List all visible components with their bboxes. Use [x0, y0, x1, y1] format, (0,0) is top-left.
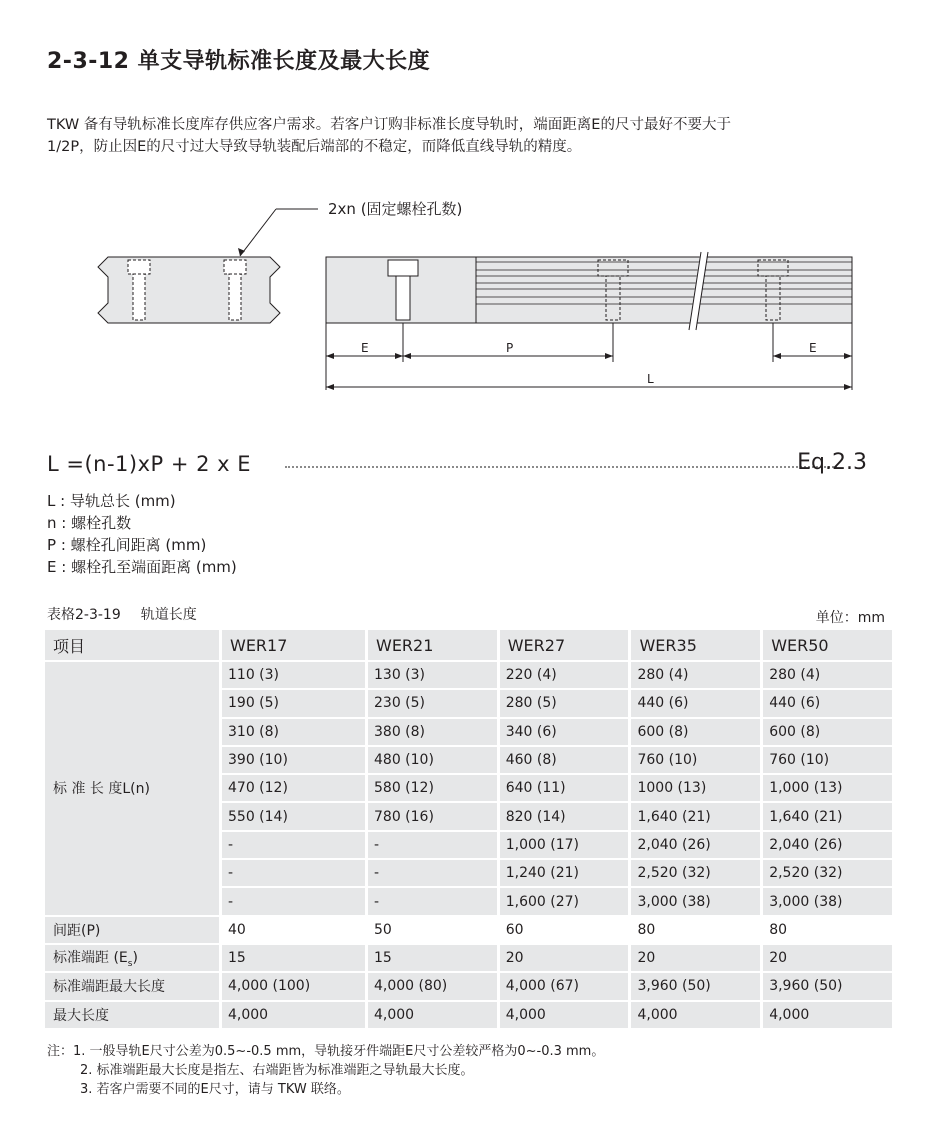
table-cell: 760 (10)	[631, 747, 763, 775]
table-name: 轨道长度	[140, 607, 197, 623]
table-cell: 310 (8)	[222, 719, 368, 747]
table-cell: 3,000 (38)	[763, 888, 895, 916]
legend-item-l: L : 导轨总长 (mm)	[47, 492, 176, 510]
callout-label: 2xn (固定螺栓孔数)	[328, 200, 463, 218]
table-cell: 550 (14)	[222, 803, 368, 831]
table-cell: 50	[368, 917, 500, 945]
table-cell: 20	[763, 945, 895, 973]
table-cell: 580 (12)	[368, 775, 500, 803]
note-3: 3. 若客户需要不同的E尺寸，请与 TKW 联络。	[80, 1082, 350, 1097]
rail-end-view	[98, 257, 280, 323]
rail-diagram	[0, 190, 930, 410]
callout-leader-diag	[240, 209, 276, 256]
table-cell: 280 (4)	[631, 662, 763, 690]
dim-e-right: E	[809, 341, 817, 355]
table-cell: 1,000 (13)	[763, 775, 895, 803]
table-cell: 2,520 (32)	[763, 860, 895, 888]
table-cell: 600 (8)	[763, 719, 895, 747]
equation-label: Eq.2.3	[797, 450, 867, 475]
legend-item-e: E : 螺栓孔至端面距离 (mm)	[47, 558, 237, 576]
table-cell: 190 (5)	[222, 690, 368, 718]
table-cell: -	[222, 832, 368, 860]
table-cell: 40	[222, 917, 368, 945]
header-wer21: WER21	[368, 630, 500, 662]
table-cell: 4,000 (80)	[368, 973, 500, 1001]
table-cell: 390 (10)	[222, 747, 368, 775]
unit-label: 单位：mm	[815, 610, 885, 626]
table-row-pitch	[45, 917, 895, 945]
table-cell: 280 (4)	[763, 662, 895, 690]
table-cell: 1,640 (21)	[631, 803, 763, 831]
table-cell: 4,000	[631, 1002, 763, 1030]
table-cell: 1000 (13)	[631, 775, 763, 803]
table-cell: 1,600 (27)	[500, 888, 632, 916]
table-number: 表格2-3-19	[47, 607, 121, 623]
formula-row	[47, 452, 867, 482]
table-cell: 15	[222, 945, 368, 973]
dim-e-left: E	[361, 341, 369, 355]
table-cell: 2,040 (26)	[763, 832, 895, 860]
table-cell: 820 (14)	[500, 803, 632, 831]
intro-line-1: TKW 备有导轨标准长度库存供应客户需求。若客户订购非标准长度导轨时，端面距离E的尺寸最好不要大于	[47, 117, 731, 133]
table-cell: -	[222, 860, 368, 888]
table-cell: 780 (16)	[368, 803, 500, 831]
table-cell: 1,640 (21)	[763, 803, 895, 831]
table-cell: 480 (10)	[368, 747, 500, 775]
table-cell: 4,000 (100)	[222, 973, 368, 1001]
table-cell: 15	[368, 945, 500, 973]
rail-side-view	[326, 252, 852, 330]
table-cell: 4,000	[368, 1002, 500, 1030]
table-cell: 80	[763, 917, 895, 945]
table-cell: 130 (3)	[368, 662, 500, 690]
header-wer17: WER17	[222, 630, 368, 662]
intro-line-2: 1/2P，防止因E的尺寸过大导致导轨装配后端部的不稳定，而降低直线导轨的精度。	[47, 139, 582, 155]
table-cell: 2,040 (26)	[631, 832, 763, 860]
table-cell: 4,000 (67)	[500, 973, 632, 1001]
table-notes	[47, 1042, 604, 1099]
max-len-label: 最大长度	[45, 1002, 222, 1030]
table-cell: 80	[631, 917, 763, 945]
table-cell: -	[368, 832, 500, 860]
variable-legend	[47, 490, 237, 578]
std-end-label-sub: s	[127, 959, 133, 970]
header-wer50: WER50	[763, 630, 895, 662]
header-wer27: WER27	[500, 630, 632, 662]
table-cell: 60	[500, 917, 632, 945]
pitch-label: 间距(P)	[45, 917, 222, 945]
table-cell: -	[368, 860, 500, 888]
table-cell: 110 (3)	[222, 662, 368, 690]
legend-item-n: n : 螺栓孔数	[47, 514, 132, 532]
std-end-label-text: 标准端距 (E	[53, 950, 128, 967]
table-cell: -	[368, 888, 500, 916]
table-cell: 3,960 (50)	[763, 973, 895, 1001]
table-cell: 20	[631, 945, 763, 973]
table-cell: 230 (5)	[368, 690, 500, 718]
table-cell: 4,000	[763, 1002, 895, 1030]
table-cell: 640 (11)	[500, 775, 632, 803]
table-cell: 20	[500, 945, 632, 973]
table-cell: 440 (6)	[763, 690, 895, 718]
table-cell: 1,000 (17)	[500, 832, 632, 860]
header-wer35: WER35	[631, 630, 763, 662]
table-cell: 760 (10)	[763, 747, 895, 775]
rail-drawing	[0, 190, 930, 410]
intro-paragraph	[47, 114, 887, 158]
table-cell: 2,520 (32)	[631, 860, 763, 888]
table-row-std-end	[45, 945, 895, 973]
max-end-label: 标准端距最大长度	[45, 973, 222, 1001]
table-cell: 600 (8)	[631, 719, 763, 747]
table-cell: 470 (12)	[222, 775, 368, 803]
table-cell: 440 (6)	[631, 690, 763, 718]
std-length-label: 标 准 长 度L(n)	[45, 662, 222, 917]
table-row	[45, 662, 895, 690]
table-cell: 280 (5)	[500, 690, 632, 718]
table-cell: 380 (8)	[368, 719, 500, 747]
table-cell: 3,960 (50)	[631, 973, 763, 1001]
table-header-row	[45, 630, 895, 662]
std-end-label	[45, 945, 222, 973]
formula-expression: L =(n-1)xP + 2 x E	[47, 452, 252, 476]
dim-p: P	[506, 341, 514, 355]
rail-length-table	[45, 630, 895, 1030]
dim-l: L	[647, 372, 654, 386]
table-cell: -	[222, 888, 368, 916]
page-title: 2-3-12 单支导轨标准长度及最大长度	[47, 49, 431, 74]
table-cell: 340 (6)	[500, 719, 632, 747]
header-item: 项目	[45, 630, 222, 662]
std-end-label-close: )	[132, 950, 138, 967]
table-cell: 1,240 (21)	[500, 860, 632, 888]
dotted-leader	[285, 466, 837, 468]
legend-item-p: P : 螺栓孔间距离 (mm)	[47, 536, 207, 554]
note-2: 2. 标准端距最大长度是指左、右端距皆为标准端距之导轨最大长度。	[80, 1063, 474, 1078]
table-row-max-end	[45, 973, 895, 1001]
note-1: 注：1. 一般导轨E尺寸公差为0.5~-0.5 mm，导轨接牙件端距E尺寸公差较严格为0~-0.3 mm。	[47, 1044, 605, 1059]
table-caption	[47, 604, 197, 624]
table-row-max-len	[45, 1002, 895, 1030]
table-cell: 4,000	[500, 1002, 632, 1030]
table-cell: 4,000	[222, 1002, 368, 1030]
table-cell: 220 (4)	[500, 662, 632, 690]
table-cell: 460 (8)	[500, 747, 632, 775]
table-cell: 3,000 (38)	[631, 888, 763, 916]
